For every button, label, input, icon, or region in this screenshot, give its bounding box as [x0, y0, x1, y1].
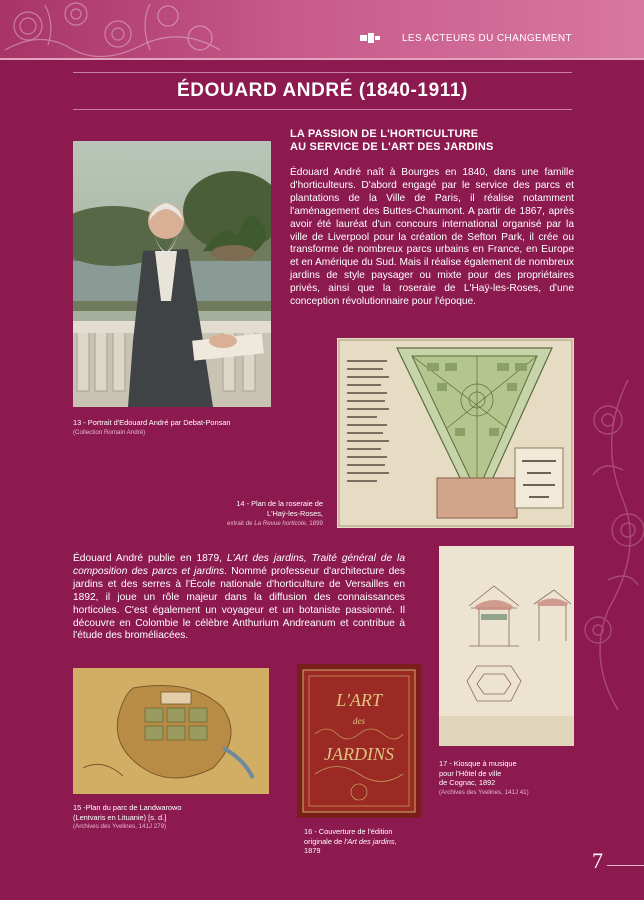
caption-source-pre: extrait de	[227, 520, 255, 527]
subtitle-line: LA PASSION DE L'HORTICULTURE	[290, 128, 479, 140]
paragraph-text: Édouard André publie en 1879,	[73, 553, 227, 564]
floral-pattern-icon	[0, 0, 230, 58]
caption-13	[73, 418, 273, 437]
caption-16	[304, 827, 434, 856]
roseraie-plan-image	[337, 338, 574, 528]
caption-pre: originale de	[304, 836, 345, 846]
section-label: LES ACTEURS DU CHANGEMENT	[401, 33, 572, 44]
caption-source	[227, 520, 323, 527]
caption-source: (Collection Romain André)	[73, 428, 146, 436]
caption-17	[439, 759, 569, 797]
book-title: L'Art des jardins, Traité général de la composition des parcs et jardins	[73, 553, 405, 577]
subtitle-line: AU SERVICE DE L'ART DES JARDINS	[290, 141, 494, 153]
caption-14	[208, 499, 323, 529]
caption-line: L'Haÿ-les-Roses,	[266, 508, 323, 518]
tag-icon	[360, 33, 380, 43]
caption-line: 15 -Plan du parc de Landwarowo	[73, 803, 182, 812]
book-cover-image	[297, 664, 421, 818]
caption-book-title: l'Art des jardins	[344, 836, 395, 846]
caption-line: pour l'Hôtel de ville	[439, 768, 502, 778]
caption-text: 13 - Portrait d'Edouard André par Debat-Ponsan	[73, 418, 231, 427]
biography-paragraph: Édouard André naît à Bourges en 1840, dans une famille d'horticulteurs. D'abord engagé par le service des parcs et plantations de la Ville de Paris, il réalise notamment l'aménagement des Buttes-Chaumont. A partir de 1867, après avoir été lauréat d'un concours international organisé par la ville de Liverpool pour la création de Sefton Park, il crée ou transforme de nombreux parcs urbains en France, en Europe et en Amérique du Sud. Mais il réalise également de nombreux jardins de style paysager ou mixte pour des propriétaires privés, ainsi que la roseraie de L'Haÿ-les-Roses, d'une conception révolutionnaire pour l'époque.	[290, 167, 574, 308]
page-number: 7	[592, 848, 603, 873]
caption-line: 1879	[304, 846, 321, 855]
caption-source-title: La Revue horticole	[254, 520, 306, 527]
book-cover-title: L'ART	[336, 690, 382, 710]
floral-ornament-icon	[568, 380, 644, 710]
caption-source: (Archives des Yvelines, 141J 279)	[73, 823, 167, 830]
kiosque-drawing-image	[439, 546, 574, 746]
caption-line: (Lentvaris en Lituanie) [s. d.]	[73, 812, 167, 822]
page-number-rule	[607, 865, 644, 866]
caption-line: 16 - Couverture de l'édition	[304, 827, 393, 836]
book-cover-jardins: JARDINS	[324, 744, 394, 764]
landwarowo-plan-image	[73, 668, 269, 794]
book-cover-des: des	[353, 716, 365, 726]
paragraph-text: . Nommé professeur d'architecture des jardins et des serres à l'École nationale d'horticulture de Versailles en 1892, il joue un rôle majeur dans la diffusion des connaissances horticoles. C'est également un voyageur et un botaniste passionné. Il découvre en Colombie le célèbre Anthurium Andreanum et contribue à l'étude des broméliacées.	[73, 565, 405, 642]
caption-source-post: , 1899	[305, 520, 323, 527]
portrait-image	[73, 141, 271, 407]
header-band	[0, 0, 644, 60]
caption-post: ,	[394, 836, 397, 846]
page-title: ÉDOUARD ANDRÉ (1840-1911)	[73, 72, 572, 110]
caption-line	[304, 837, 434, 847]
caption-line: de Cognac, 1892	[439, 778, 496, 787]
caption-line: 14 - Plan de la roseraie de	[236, 499, 323, 508]
section-subtitle	[290, 128, 580, 154]
caption-15	[73, 803, 273, 832]
caption-line: 17 - Kiosque à musique	[439, 759, 517, 768]
publication-paragraph	[73, 553, 405, 643]
caption-source: (Archives des Yvelines, 141J 41)	[439, 788, 529, 796]
